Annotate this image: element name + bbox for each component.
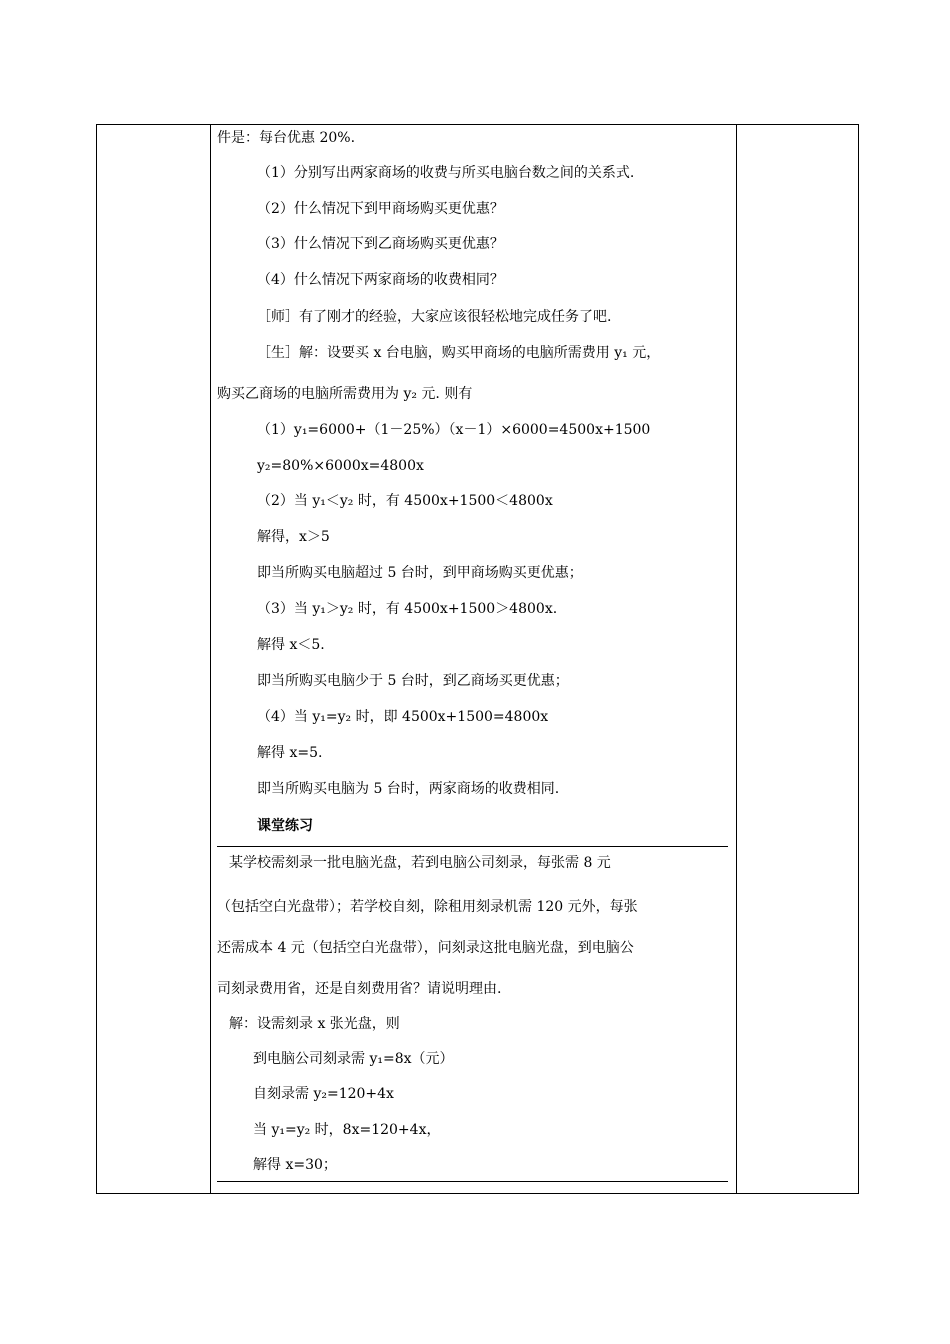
- text-line: 解得，x＞5: [257, 529, 330, 545]
- text-line: 解得 x=5.: [257, 745, 323, 761]
- column-divider-right: [736, 125, 737, 1193]
- text-line: （4）当 y₁=y₂ 时，即 4500x+1500=4800x: [257, 709, 549, 725]
- text-line: （4）什么情况下两家商场的收费相同？: [257, 272, 504, 288]
- text-line: 解：设需刻录 x 张光盘，则: [229, 1016, 400, 1032]
- text-line: （3）当 y₁＞y₂ 时，有 4500x+1500＞4800x.: [257, 601, 558, 617]
- text-line: （1）分别写出两家商场的收费与所买电脑台数之间的关系式.: [257, 165, 635, 181]
- text-line: （包括空白光盘带）；若学校自刻，除租用刻录机需 120 元外，每张: [217, 899, 638, 915]
- text-line: （2）什么情况下到甲商场购买更优惠？: [257, 201, 504, 217]
- text-line: （3）什么情况下到乙商场购买更优惠？: [257, 236, 504, 252]
- text-line: 某学校需刻录一批电脑光盘，若到电脑公司刻录，每张需 8 元: [229, 855, 611, 871]
- text-line: 件是：每台优惠 20%.: [217, 130, 356, 146]
- column-divider-left: [210, 125, 211, 1193]
- text-line: 司刻录费用省，还是自刻费用省？请说明理由.: [217, 981, 502, 997]
- text-line: 解得 x＜5.: [257, 637, 325, 653]
- text-line: 当 y₁=y₂ 时，8x=120+4x，: [253, 1122, 441, 1138]
- section-heading: 课堂练习: [257, 818, 313, 834]
- text-line: 即当所购买电脑超过 5 台时，到甲商场购买更优惠；: [257, 565, 583, 581]
- text-line: 购买乙商场的电脑所需费用为 y₂ 元. 则有: [217, 386, 473, 402]
- text-line: （1）y₁=6000+（1－25%）（x－1）×6000=4500x+1500: [257, 422, 651, 438]
- text-line: 即当所购买电脑少于 5 台时，到乙商场买更优惠；: [257, 673, 569, 689]
- text-line: 到电脑公司刻录需 y₁=8x（元）: [253, 1051, 454, 1067]
- text-line: ［生］解：设要买 x 台电脑，购买甲商场的电脑所需费用 y₁ 元，: [257, 345, 661, 361]
- text-line: 即当所购买电脑为 5 台时，两家商场的收费相同.: [257, 781, 560, 797]
- separator-line: [217, 846, 728, 847]
- text-line: （2）当 y₁＜y₂ 时，有 4500x+1500＜4800x: [257, 493, 553, 509]
- text-line: 解得 x=30；: [253, 1157, 337, 1173]
- text-line: ［师］有了刚才的经验，大家应该很轻松地完成任务了吧.: [257, 309, 612, 325]
- text-line: 自刻录需 y₂=120+4x: [253, 1086, 394, 1102]
- text-line: 还需成本 4 元（包括空白光盘带），问刻录这批电脑光盘，到电脑公: [217, 940, 634, 956]
- separator-line: [217, 1181, 728, 1182]
- text-line: y₂=80%×6000x=4800x: [257, 458, 424, 474]
